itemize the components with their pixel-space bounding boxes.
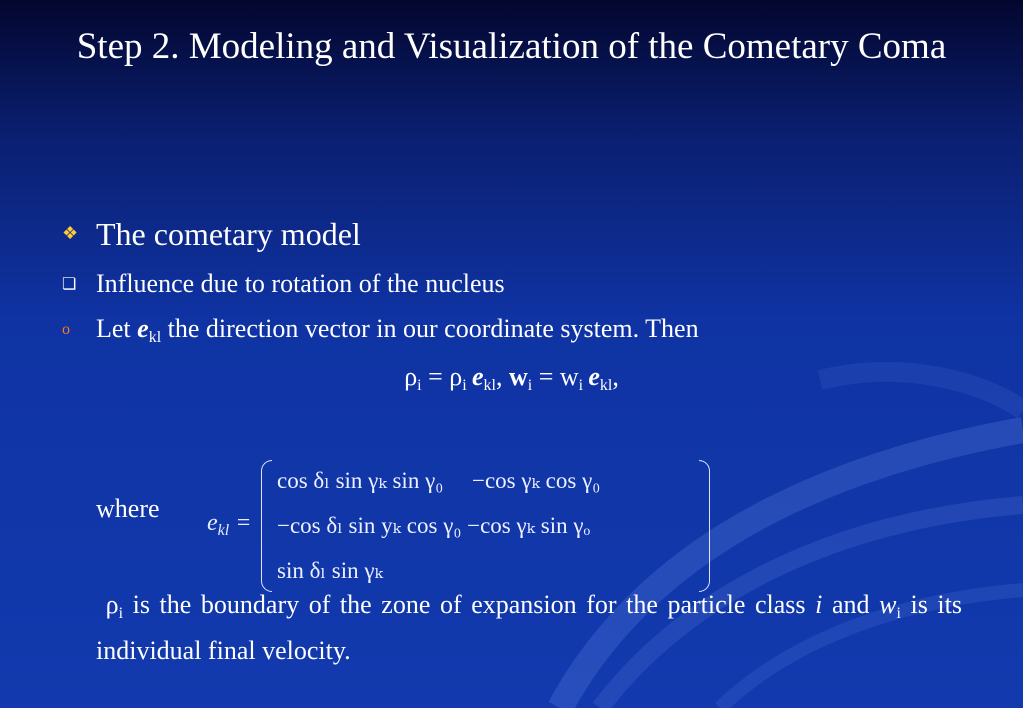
diamond-star-bullet-icon: ❖	[62, 223, 79, 243]
bullet-direction-vector	[62, 314, 699, 347]
bullet-text: Let $e_{kl}$ the direction vector in our coordinate system. Then	[96, 314, 699, 346]
left-parenthesis	[261, 460, 272, 592]
bullet-rotation-influence	[62, 269, 505, 299]
where-label: where	[96, 494, 160, 523]
bullet-cometary-model	[62, 216, 361, 253]
right-parenthesis	[699, 460, 710, 592]
square-bullet-icon: ❏	[62, 276, 77, 293]
circle-bullet-icon: o	[62, 321, 70, 338]
vector-e: e	[137, 314, 149, 343]
matrix-row-1: cos δₗ sin γₖ sin γ₀ −cos γₖ cos γ₀	[277, 468, 601, 493]
bullet-text: Influence due to rotation of the nucleus	[96, 269, 505, 298]
matrix-row-2: −cos δₗ sin yₖ cos γ₀ −cos γₖ sin γₒ	[277, 513, 591, 538]
bullet-text: The cometary model	[96, 216, 361, 252]
matrix-row-3: sin δₗ sin γₖ	[277, 558, 383, 583]
slide-title: Step 2. Modeling and Visualization of the Cometary Coma	[76, 26, 947, 67]
explanation-paragraph: $\rho_i$ is the boundary of the zone of expansion for the particle class i and $w_i$ is its individual final velocity.	[96, 590, 962, 665]
direction-vector-matrix	[205, 458, 725, 594]
rho-w-equation: $\rho_i = \rho_i$ $e_{kl}$, $w_i = w_i$ $e_{kl}$,	[404, 362, 619, 394]
matrix-lhs: $e_{kl}$ =	[207, 510, 252, 539]
